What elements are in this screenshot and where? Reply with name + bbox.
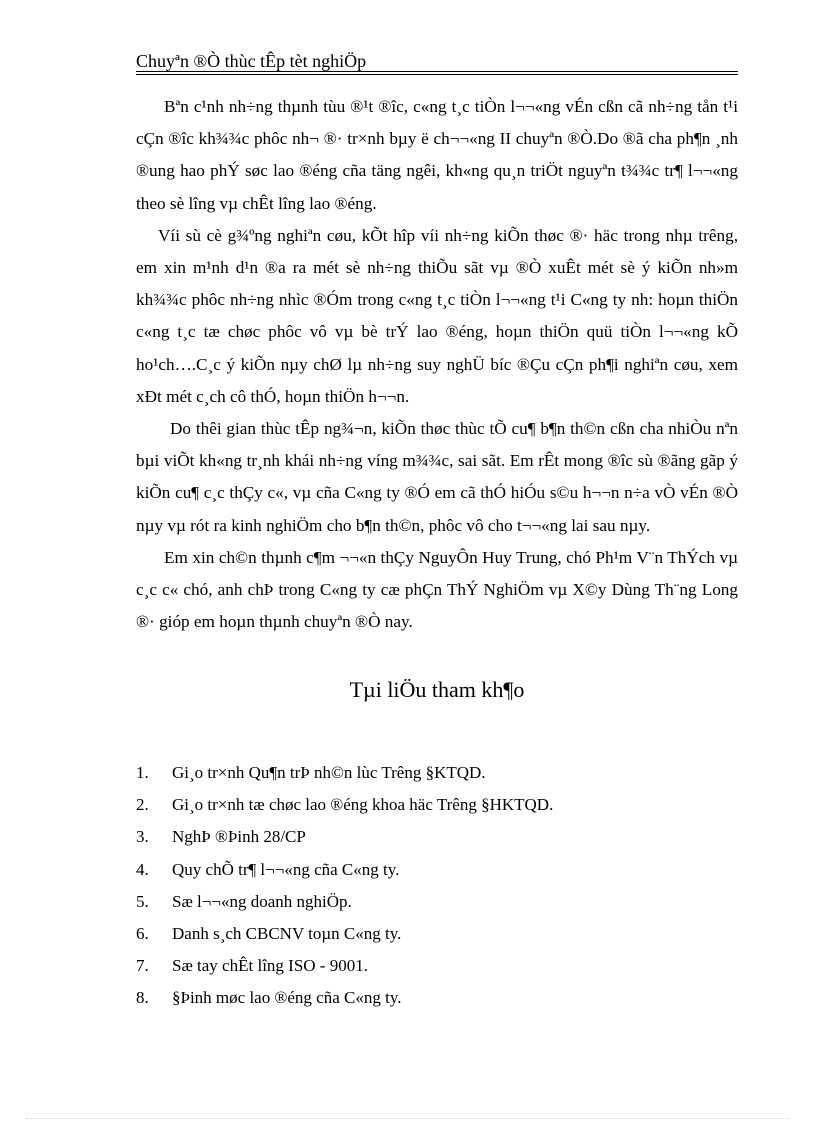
list-item-text: Gi¸o tr×nh Qu¶n trÞ nh©n lùc Trêng §KTQD.	[172, 763, 486, 782]
list-item	[136, 950, 738, 982]
header-rule-top	[136, 71, 738, 72]
list-item	[136, 757, 738, 789]
list-item	[136, 821, 738, 853]
header-rule-bottom	[136, 74, 738, 75]
page-bottom-dotted-rule	[26, 1118, 790, 1119]
paragraph: Víi sù cè g¾ºng nghiªn cøu, kÕt hîp víi nh÷ng kiÕn thøc ®· häc trong nhµ trêng, em xin m¹nh d¹n ®a ra mét sè nh÷ng thiÕu sãt vµ ®Ò xuÊt mét sè ý kiÕn nh»m kh¾¾c phôc nh÷ng nhìc ®Óm trong c«ng t¸c tiÒn l¬¬«ng t¹i C«ng ty nh: hoµn thiÖn c«ng t¸c tæ chøc phôc vô vµ bè trÝ lao ®éng, hoµn thiÖn quü tiÒn l¬¬«ng kÕ ho¹ch….C¸c ý kiÕn nµy chØ lµ nh÷ng suy nghÜ bíc ®Çu cÇn ph¶i nghiªn cøu, xem xÐt mét c¸ch cô thÓ, hoµn thiÖn h¬¬n.	[136, 225, 738, 406]
list-item-text: Sæ tay chÊt lîng ISO - 9001.	[172, 956, 368, 976]
list-item	[136, 854, 738, 886]
list-item-number: 5.	[136, 891, 149, 911]
page-header-title: Chuyªn ®Ò thùc tÊp tèt nghiÖp	[136, 51, 367, 71]
body-text	[136, 91, 738, 638]
references-heading: Tµi liÖu tham kh¶o	[349, 677, 525, 702]
list-item-number: 7.	[136, 956, 149, 976]
paragraph: Em xin ch©n thµnh c¶m ¬¬«n thÇy NguyÔn Huy Trung, chó Ph¹m V¨n ThÝch vµ c¸c c« chó, anh chÞ trong C«ng ty cæ phÇn ThÝ NghiÖm vµ X©y Dùng Th¨ng Long ®· gióp em hoµn thµnh chuyªn ®Ò nay.	[136, 547, 738, 632]
list-item	[136, 982, 738, 1014]
list-item-text: Sæ l¬¬«ng doanh nghiÖp.	[172, 891, 352, 911]
list-item-number: 8.	[136, 988, 149, 1008]
list-item-text: Danh s¸ch CBCNV toµn C«ng ty.	[172, 924, 402, 944]
list-item-text: Quy chÕ tr¶ l¬¬«ng cña C«ng ty.	[172, 859, 400, 879]
list-item-number: 2.	[136, 795, 149, 815]
list-item-number: 6.	[136, 924, 149, 944]
list-item-number: 1.	[136, 763, 149, 782]
list-item-number: 4.	[136, 859, 149, 879]
list-item	[136, 918, 738, 950]
list-item-text: NghÞ ®Þinh 28/CP	[172, 827, 306, 847]
references-list	[136, 757, 738, 1015]
list-item-text: §Þinh møc lao ®éng cña C«ng ty.	[172, 988, 402, 1008]
paragraph: Do thêi gian thùc tÊp ng¾¬n, kiÕn thøc thùc tÕ cu¶ b¶n th©n cßn cha nhiÒu nªn bµi viÕt kh«ng tr¸nh khái nh÷ng víng m¾¾c, sai sãt. Em rÊt mong ®îc sù ®ãng gãp ý kiÕn cu¶ c¸c thÇy c«, vµ cña C«ng ty ®Ó em cã thÓ hiÓu s©u h¬¬n n÷a vÒ vÉn ®Ò nµy vµ rót ra kinh nghiÖm cho b¶n th©n, phôc vô cho t¬¬«ng lai sau nµy.	[136, 419, 738, 535]
list-item	[136, 886, 738, 918]
paragraph: Bªn c¹nh nh÷ng thµnh tùu ®¹t ®îc, c«ng t¸c tiÒn l¬¬«ng vÉn cßn cã nh÷ng tån t¹i cÇn ®îc kh¾¾c phôc nh¬ ®· tr×nh bµy ë ch¬¬«ng II chuyªn ®Ò.Do ®ã cha ph¶n ¸nh ®ung hao phÝ søc lao ®éng cña täng ngêi, kh«ng qu¸n triÖt nguyªn t¾¾c tr¶ l¬¬«ng theo sè lîng vµ chÊt lîng lao ®éng.	[136, 97, 738, 213]
list-item-text: Gi¸o tr×nh tæ chøc lao ®éng khoa häc Trêng §HKTQD.	[172, 795, 554, 815]
list-item-number: 3.	[136, 827, 149, 847]
list-item	[136, 789, 738, 821]
